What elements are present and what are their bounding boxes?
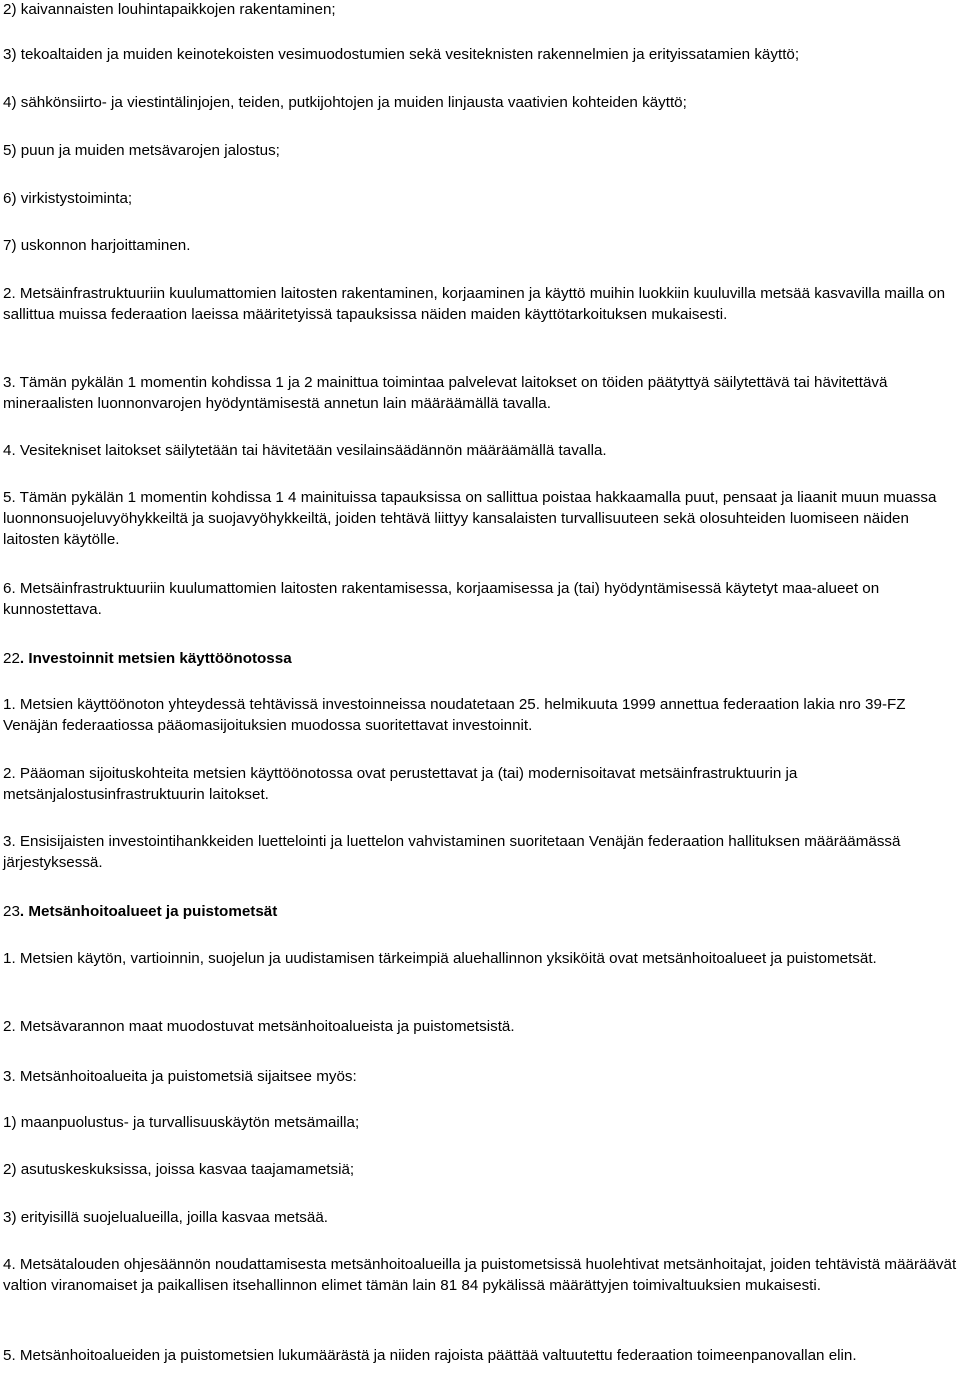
paragraph: 1. Metsien käyttöönoton yhteydessä tehtävissä investoinneissa noudatetaan 25. helmikuuta 1999 annettua federaation lakia nro 39-FZ Venäjän federaatiossa pääomasijoituksien muodossa suoritettavat investoinnit. (3, 696, 906, 734)
section-title: . Investoinnit metsien käyttöönotossa (19, 650, 292, 667)
paragraph: 3. Metsänhoitoalueita ja puistometsiä sijaitsee myös: (3, 1068, 357, 1085)
list-item: 2) kaivannaisten louhintapaikkojen rakentaminen; (3, 1, 336, 18)
section-title: . Metsänhoitoalueet ja puistometsät (19, 903, 278, 920)
paragraph: 2. Pääoman sijoituskohteita metsien käyttöönotossa ovat perustettavat ja (tai) modernisoitavat metsäinfrastruktuurin ja metsänjalostusinfrastruktuurin laitokset. (3, 765, 798, 803)
list-item: 4) sähkönsiirto- ja viestintälinjojen, teiden, putkijohtojen ja muiden linjausta vaativien kohteiden käyttö; (3, 94, 687, 111)
section-heading-22 (3, 648, 960, 669)
paragraph: 5. Metsänhoitoalueiden ja puistometsien lukumäärästä ja niiden rajoista päättää valtuutettu federaation toimeenpanovallan elin. (3, 1347, 857, 1364)
paragraph: 1. Metsien käytön, vartioinnin, suojelun ja uudistamisen tärkeimpiä aluehallinnon yksiköitä ovat metsänhoitoalueet ja puistometsät. (3, 950, 877, 967)
paragraph: 3. Ensisijaisten investointihankkeiden luettelointi ja luettelon vahvistaminen suoritetaan Venäjän federaation hallituksen määräämässä järjestyksessä. (3, 833, 901, 871)
paragraph: 2. Metsäinfrastruktuuriin kuulumattomien laitosten rakentaminen, korjaaminen ja käyttö muihin luokkiin kuuluvilla metsää kasvavilla mailla on sallittua muissa federaation laeissa määritetyissä tapauksissa näiden maiden käyttötarkoituksen mukaisesti. (3, 285, 946, 323)
list-item: 5) puun ja muiden metsävarojen jalostus; (3, 142, 280, 159)
list-item: 1) maanpuolustus- ja turvallisuuskäytön metsämailla; (3, 1114, 360, 1131)
section-number: 23 (3, 903, 20, 920)
paragraph: 2. Metsävarannon maat muodostuvat metsänhoitoalueista ja puistometsistä. (3, 1018, 515, 1035)
list-item: 6) virkistystoiminta; (3, 190, 133, 207)
list-item: 3) erityisillä suojelualueilla, joilla kasvaa metsää. (3, 1209, 328, 1226)
list-item: 3) tekoaltaiden ja muiden keinotekoisten vesimuodostumien sekä vesiteknisten rakennelmien ja erityissatamien käyttö; (3, 46, 800, 63)
list-item: 7) uskonnon harjoittaminen. (3, 237, 191, 254)
section-number: 22 (3, 650, 20, 667)
list-item: 2) asutuskeskuksissa, joissa kasvaa taajamametsiä; (3, 1161, 355, 1178)
paragraph: 4. Vesitekniset laitokset säilytetään tai hävitetään vesilainsäädännön määräämällä tavalla. (3, 442, 607, 459)
paragraph: 5. Tämän pykälän 1 momentin kohdissa 1 4 mainituissa tapauksissa on sallittua poistaa hakkaamalla puut, pensaat ja liaanit muun muassa luonnonsuojeluvyöhykkeiltä ja suojavyöhykkeiltä, joiden tehtävä liittyy kansalaisten turvallisuuteen sekä olosuhteiden luomiseen näiden laitosten käytölle. (3, 489, 937, 548)
paragraph: 4. Metsätalouden ohjesäännön noudattamisesta metsänhoitoalueilla ja puistometsissä huolehtivat metsänhoitajat, joiden tehtävistä määräävät valtion viranomaiset ja paikallisen itsehallinnon elimet tämän lain 81 84 pykälissä määrättyjen toimivaltuuksien mukaisesti. (3, 1256, 957, 1294)
paragraph: 3. Tämän pykälän 1 momentin kohdissa 1 ja 2 mainittua toimintaa palvelevat laitokset on töiden päätyttyä säilytettävä tai hävitettävä mineraalisten luonnonvarojen hyödyntämisestä annetun lain määräämällä tavalla. (3, 374, 888, 412)
paragraph: 6. Metsäinfrastruktuuriin kuulumattomien laitosten rakentamisessa, korjaamisessa ja (tai) hyödyntämisessä käytetyt maa-alueet on kunnostettava. (3, 580, 880, 618)
section-heading-23 (3, 901, 960, 922)
